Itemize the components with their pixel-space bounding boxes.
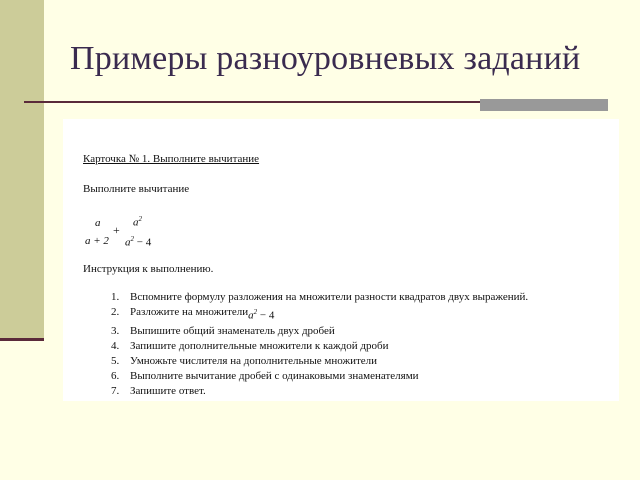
- left-accent-line: [0, 338, 44, 341]
- step-text: Запишите ответ.: [130, 384, 206, 397]
- second-denominator-base: a: [125, 236, 131, 249]
- step-text: Умножьте числителя на дополнительные множители: [130, 354, 378, 367]
- instructions-heading: Инструкция к выполнению.: [83, 263, 214, 275]
- second-denominator-rest: − 4: [134, 236, 152, 249]
- step-item: [111, 305, 528, 324]
- step-text: Выпишите общий знаменатель двух дробей: [130, 324, 335, 337]
- step-item: [111, 290, 528, 305]
- second-numerator-exp: 2: [138, 215, 142, 223]
- step-number: 3.: [111, 324, 120, 337]
- step-item: [111, 339, 528, 354]
- step-number: 7.: [111, 384, 120, 397]
- first-numerator: a: [95, 217, 101, 229]
- left-band-cutout: [0, 338, 44, 480]
- step-item: [111, 354, 528, 369]
- second-denominator-exp: 2: [130, 235, 134, 243]
- step-math: [248, 305, 274, 324]
- step-item: [111, 384, 528, 399]
- step-number: 5.: [111, 354, 120, 367]
- step-item: [111, 369, 528, 384]
- step-number: 4.: [111, 339, 120, 352]
- step-number: 6.: [111, 369, 120, 382]
- step-text: Выполните вычитание дробей с одинаковыми знаменателями: [130, 369, 419, 382]
- slide-title: Примеры разноуровневых заданий: [70, 40, 581, 77]
- step-math-exp: 2: [253, 308, 258, 316]
- title-accent-bar: [480, 99, 608, 111]
- step-number: 2.: [111, 306, 120, 318]
- step-math-base: a: [248, 309, 254, 322]
- second-numerator-base: a: [133, 216, 139, 229]
- document-body: [83, 119, 619, 401]
- second-denominator: [125, 235, 151, 249]
- step-text: Разложите на множители: [130, 306, 249, 318]
- step-text: Вспомните формулу разложения на множители разности квадратов двух выражений.: [130, 291, 529, 303]
- first-denominator: a + 2: [85, 235, 109, 247]
- steps-list: [111, 290, 528, 399]
- instruction-text: Выполните вычитание: [83, 183, 190, 195]
- operator-sign: +: [113, 223, 120, 237]
- second-numerator: [133, 215, 142, 229]
- step-math-rest: − 4: [257, 309, 275, 322]
- card-header: Карточка № 1. Выполните вычитание: [83, 153, 260, 165]
- step-item: [111, 324, 528, 339]
- embedded-document: [63, 119, 619, 401]
- step-text: Запишите дополнительные множители к каждой дроби: [130, 339, 389, 352]
- step-number: 1.: [111, 291, 120, 303]
